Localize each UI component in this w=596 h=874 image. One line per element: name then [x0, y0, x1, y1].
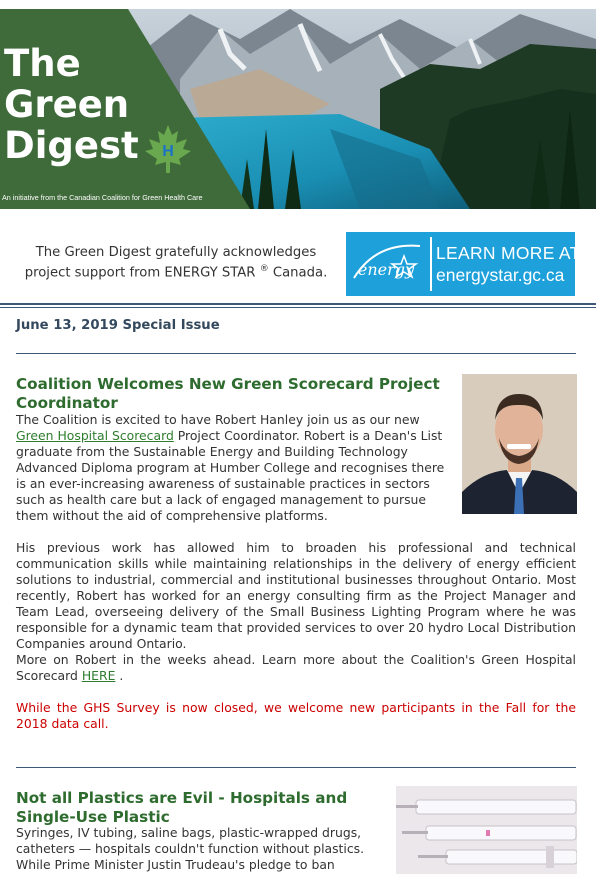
svg-text:energy: energy	[357, 260, 415, 279]
article1-p1-text-b: Project Coordinator. Robert is a Dean's List graduate from the Sustainable Energy and Building Technology Advanced Diploma program at Humber College and recognises there is an ever-increasing awareness of sustainable practices in sectors such as health care but a lack of engaged management to pursue them without the aid of comprehensive platforms.	[16, 428, 445, 523]
energy-star-button[interactable]	[346, 232, 581, 296]
horizontal-rule-2	[16, 767, 576, 768]
energy-star-logo-icon	[346, 232, 430, 296]
green-hospital-scorecard-link[interactable]: Green Hospital Scorecard	[16, 428, 174, 443]
article1-p3-text-a: More on Robert in the weeks ahead. Learn more about the Coalition's Green Hospital Scorecard	[16, 652, 576, 683]
section-divider-thin	[0, 307, 596, 308]
issue-date: June 13, 2019 Special Issue	[16, 318, 220, 333]
ack-text: The Green Digest gratefully acknowledges project support from ENERGY STAR	[24, 245, 317, 281]
article1-paragraph1	[16, 412, 456, 524]
article2-paragraph1: Syringes, IV tubing, saline bags, plastic-wrapped drugs, catheters — hospitals couldn't function without plastics. While Prime Minister Justin Trudeau's pledge to ban	[16, 825, 365, 872]
maple-leaf-icon	[143, 123, 193, 175]
here-link[interactable]: HERE	[81, 668, 116, 683]
sponsor-acknowledgement	[12, 244, 340, 281]
tagline: An initiative from the Canadian Coalition for Green Health Care	[2, 193, 203, 202]
title-line-green: Green	[4, 83, 130, 126]
article1-p3-text-b: .	[119, 668, 124, 683]
article1-paragraph3	[16, 652, 576, 684]
article2-title: Not all Plastics are Evil - Hospitals and Single-Use Plastic	[16, 789, 348, 826]
survey-closed-notice: While the GHS Survey is now closed, we welcome new participants in the Fall for the 2018 data call.	[16, 700, 576, 731]
svg-text:H: H	[162, 143, 174, 160]
registered-mark: ®	[259, 264, 269, 274]
button-line-1: LEARN MORE AT	[436, 243, 581, 263]
header-banner	[0, 9, 596, 209]
robert-hanley-photo	[462, 374, 577, 514]
title-line-digest: Digest	[4, 124, 139, 167]
button-line-2: energystar.gc.ca	[436, 265, 565, 285]
button-divider	[430, 237, 432, 291]
section-divider	[0, 303, 596, 305]
ack-tail: Canada.	[272, 265, 328, 281]
horizontal-rule	[16, 353, 576, 354]
syringes-photo	[396, 786, 577, 874]
newsletter-title	[4, 43, 139, 166]
article1-p1-text-a: The Coalition is excited to have Robert Hanley join us as our new	[16, 412, 420, 427]
article1-paragraph2: His previous work has allowed him to broaden his professional and technical communication skills while maintaining relationships in the delivery of energy efficient solutions to industrial, commercial and institutional businesses throughout Ontario. Most recently, Robert has worked for an energy consulting firm as the Project Manager and Team Lead, overseeing delivery of the Small Business Lighting Program where he was responsible for a dynamic team that provided services to over 20 hydro Local Distribution Companies around Ontario.	[16, 540, 576, 651]
title-line-the: The	[4, 42, 81, 85]
article1-title: Coalition Welcomes New Green Scorecard Project Coordinator	[16, 375, 440, 412]
